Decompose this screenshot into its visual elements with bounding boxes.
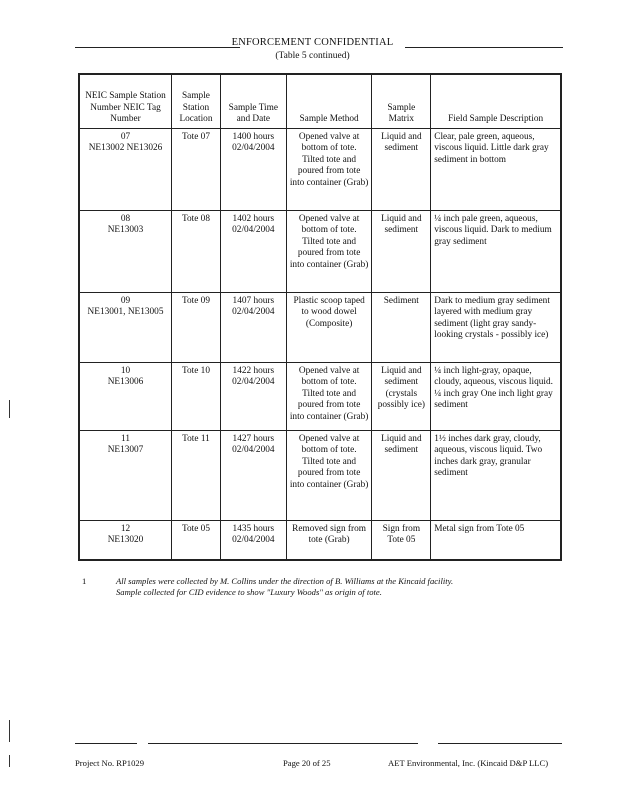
method-cell (286, 128, 372, 210)
method-cell (286, 520, 372, 560)
location-cell (172, 128, 221, 210)
location-cell (172, 520, 221, 560)
time-date-cell (220, 430, 286, 520)
station-cell (79, 128, 172, 210)
method-cell (286, 292, 372, 362)
station-number: 09 (120, 295, 131, 306)
table-subtitle: (Table 5 continued) (275, 51, 350, 61)
sample-matrix: Liquid and sediment (381, 433, 422, 455)
time-date-cell (220, 520, 286, 560)
scan-edge-mark (9, 755, 10, 767)
time-date-cell (220, 362, 286, 430)
station-location: Tote 07 (181, 131, 210, 142)
col-header-time-date: Sample Time and Date (220, 74, 286, 128)
matrix-cell (372, 362, 431, 430)
field-description: 1½ inches dark gray, cloudy, aqueous, viscous liquid. Two inches dark gray, granular sediment (434, 433, 543, 478)
station-cell (79, 362, 172, 430)
time-date-cell (220, 292, 286, 362)
col-header-location: Sample Station Location (172, 74, 221, 128)
sample-time: 1407 hours (232, 295, 275, 306)
sample-matrix: Liquid and sediment (crystals possibly ice) (377, 365, 425, 410)
field-description: ¼ inch pale green, aqueous, viscous liquid. Dark to medium gray sediment (434, 213, 552, 247)
matrix-cell (372, 430, 431, 520)
footer-page-number: Page 20 of 25 (283, 758, 331, 768)
station-cell (79, 292, 172, 362)
footer-rule (438, 743, 562, 744)
table-row (79, 128, 561, 210)
field-description: Metal sign from Tote 05 (434, 523, 525, 534)
sample-matrix: Liquid and sediment (381, 213, 422, 235)
footer-rule (75, 743, 137, 744)
sample-matrix: Sign from Tote 05 (382, 523, 421, 545)
description-cell (431, 210, 561, 292)
tag-numbers: NE13006 (107, 377, 144, 387)
sample-method: Removed sign from tote (Grab) (292, 523, 367, 545)
col-header-method: Sample Method (286, 74, 372, 128)
table-row (79, 520, 561, 560)
station-location: Tote 09 (181, 295, 210, 306)
method-cell (286, 430, 372, 520)
matrix-cell (372, 292, 431, 362)
station-number: 07 (120, 131, 131, 142)
col-header-station: NEIC Sample Station Number NEIC Tag Number (79, 74, 172, 128)
sample-matrix: Sediment (383, 295, 419, 306)
sample-date: 02/04/2004 (232, 535, 275, 545)
footer-rule (148, 743, 418, 744)
sample-method: Opened valve at bottom of tote. Tilted tote and poured from tote into container (Grab) (289, 213, 369, 270)
time-date-cell (220, 128, 286, 210)
table-row (79, 362, 561, 430)
location-cell (172, 292, 221, 362)
sample-table (78, 73, 562, 561)
tag-numbers: NE13001, NE13005 (87, 307, 164, 317)
sample-matrix: Liquid and sediment (381, 131, 422, 153)
location-cell (172, 362, 221, 430)
station-number: 12 (120, 523, 131, 534)
tag-numbers: NE13020 (107, 535, 144, 545)
description-cell (431, 362, 561, 430)
sample-time: 1400 hours (232, 131, 275, 142)
field-description: Clear, pale green, aqueous, viscous liquid. Little dark gray sediment in bottom (434, 131, 549, 165)
matrix-cell (372, 128, 431, 210)
station-number: 11 (121, 433, 130, 444)
table-row (79, 292, 561, 362)
station-number: 10 (120, 365, 131, 376)
sample-method: Opened valve at bottom of tote. Tilted tote and poured from tote into container (Grab) (289, 433, 369, 490)
footer-company: AET Environmental, Inc. (Kincaid D&P LLC) (388, 758, 549, 768)
scan-edge-mark (9, 400, 10, 418)
scan-edge-mark (9, 720, 10, 742)
footnote-line: All samples were collected by M. Collins under the direction of B. Williams at the Kincaid facility. (116, 576, 454, 586)
sample-date: 02/04/2004 (232, 307, 275, 317)
table-header-row (79, 74, 561, 128)
sample-method: Opened valve at bottom of tote. Tilted tote and poured from tote into container (Grab) (289, 131, 369, 188)
footnote-line: Sample collected for CID evidence to show "Luxury Woods" as origin of tote. (116, 587, 382, 597)
sample-method: Plastic scoop taped to wood dowel (Composite) (293, 295, 365, 329)
description-cell (431, 520, 561, 560)
station-cell (79, 430, 172, 520)
matrix-cell (372, 520, 431, 560)
tag-numbers: NE13007 (107, 445, 144, 455)
description-cell (431, 292, 561, 362)
sample-date: 02/04/2004 (232, 445, 275, 455)
method-cell (286, 210, 372, 292)
col-header-description: Field Sample Description (431, 74, 561, 128)
sample-time: 1402 hours (232, 213, 275, 224)
sample-time: 1427 hours (232, 433, 275, 444)
sample-method: Opened valve at bottom of tote. Tilted tote and poured from tote into container (Grab) (289, 365, 369, 422)
tag-numbers: NE13003 (107, 225, 144, 235)
page-header-title: ENFORCEMENT CONFIDENTIAL (231, 37, 394, 48)
footer-project-number: Project No. RP1029 (75, 758, 144, 768)
matrix-cell (372, 210, 431, 292)
station-cell (79, 520, 172, 560)
time-date-cell (220, 210, 286, 292)
station-cell (79, 210, 172, 292)
station-number: 08 (120, 213, 131, 224)
description-cell (431, 128, 561, 210)
field-description: Dark to medium gray sediment layered with medium gray sediment (light gray sandy-looking crystals - possibly ice) (434, 295, 550, 340)
sample-date: 02/04/2004 (232, 225, 275, 235)
sample-time: 1422 hours (232, 365, 275, 376)
sample-date: 02/04/2004 (232, 377, 275, 387)
footnote (82, 576, 454, 598)
tag-numbers: NE13002 NE13026 (88, 143, 163, 153)
footnote-mark: 1 (82, 576, 87, 586)
station-location: Tote 05 (181, 523, 210, 534)
location-cell (172, 430, 221, 520)
station-location: Tote 11 (182, 433, 210, 444)
description-cell (431, 430, 561, 520)
col-header-matrix: Sample Matrix (372, 74, 431, 128)
station-location: Tote 10 (181, 365, 210, 376)
table-row (79, 430, 561, 520)
sample-time: 1435 hours (232, 523, 275, 534)
table-row (79, 210, 561, 292)
station-location: Tote 08 (181, 213, 210, 224)
field-description: ¼ inch light-gray, opaque, cloudy, aqueous, viscous liquid. ¼ inch gray One inch light gray sediment (434, 365, 553, 410)
location-cell (172, 210, 221, 292)
method-cell (286, 362, 372, 430)
sample-date: 02/04/2004 (232, 143, 275, 153)
